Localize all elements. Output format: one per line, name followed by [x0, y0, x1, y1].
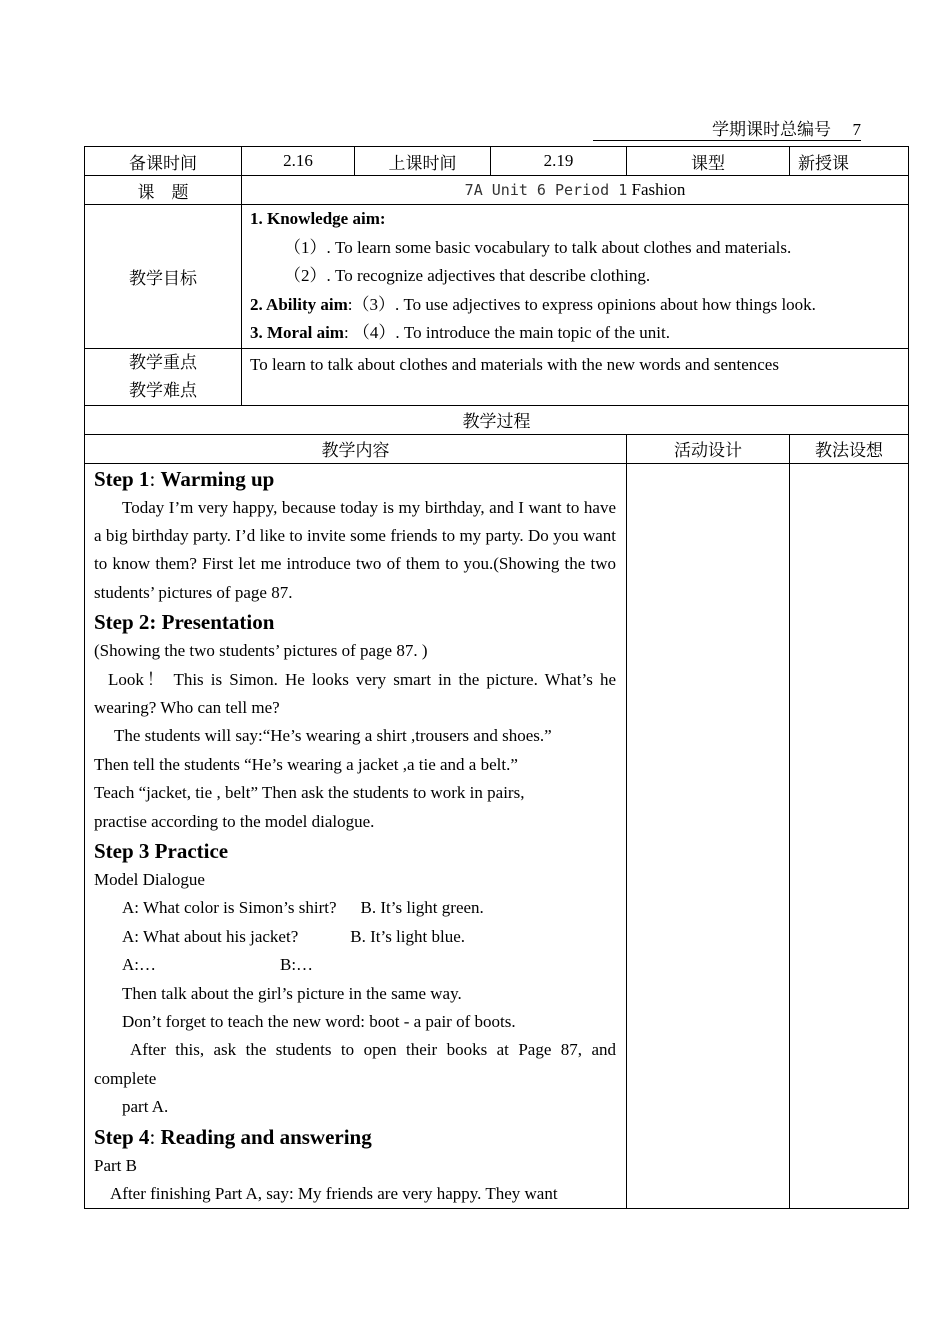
serial-number: 7 — [852, 120, 861, 139]
serial-label: 学期课时总编号 — [712, 120, 831, 139]
lesson-serial-number — [593, 120, 861, 141]
topic-value — [242, 176, 909, 205]
prep-time-value: 2.16 — [242, 147, 355, 176]
step-3-text-2: Don’t forget to teach the new word: boot - a pair of boots. — [122, 1012, 516, 1031]
info-row — [85, 147, 909, 176]
step-1-text: Today I’m very happy, because today is my birthday, and I want to have a big birthday party. I’d like to invite some friends to my party. Do you want to know them? First let me introduce two of them to you.(Showing the two students’ pictures of page 87. — [94, 497, 616, 602]
step-2-text-2: The students will say:“He’s wearing a shirt ,trousers and shoes.” — [114, 726, 552, 746]
topic-code: 7A Unit 6 Period 1 — [464, 181, 628, 199]
step-2-note: (Showing the two students’ pictures of page 87. ) — [94, 641, 428, 661]
step-4-text: After finishing Part A, say: My friends are very happy. They want — [110, 1184, 558, 1204]
step-2-text-5: practise according to the model dialogue. — [94, 811, 375, 831]
process-header-row — [85, 434, 909, 463]
teaching-content — [85, 463, 627, 1209]
step-4-heading: Step 4: Reading and answering — [94, 1124, 372, 1149]
method-column-header: 教法设想 — [790, 434, 909, 463]
ability-aim-text: :（3）. To use adjectives to express opinions about how things look. — [347, 294, 816, 314]
dialogue-line-1: A: What color is Simon’s shirt? B. It’s light green. — [122, 898, 484, 918]
step-3-text-3: After this, ask the students to open their books at Page 87, and complete — [94, 1040, 616, 1088]
step-2-heading: Step 2: Presentation — [94, 610, 275, 635]
process-title: 教学过程 — [85, 405, 909, 434]
lesson-type-value: 新授课 — [790, 147, 909, 176]
knowledge-aim-1: （1）. To learn some basic vocabulary to talk about clothes and materials. — [284, 237, 792, 257]
objectives-label: 教学目标 — [85, 205, 242, 349]
step-1-heading: Step 1: Warming up — [94, 466, 275, 491]
step-2-text-4: Teach “jacket, tie , belt” Then ask the students to work in pairs, — [94, 783, 525, 803]
step-4-part: Part B — [94, 1155, 137, 1175]
process-body-row — [85, 463, 909, 1209]
keypoints-text: To learn to talk about clothes and materials with the new words and sentences — [242, 348, 909, 405]
class-time-label: 上课时间 — [355, 147, 491, 176]
keypoints-row — [85, 348, 909, 405]
step-3-text-1: Then talk about the girl’s picture in the same way. — [122, 983, 462, 1003]
knowledge-aim-title: 1. Knowledge aim: — [250, 209, 386, 228]
step-2-text-1: Look！ This is Simon. He looks very smart in the picture. What’s he wearing? Who can tell me? — [94, 669, 616, 717]
class-time-value: 2.19 — [491, 147, 627, 176]
moral-aim-text: : （4）. To introduce the main topic of the unit. — [343, 323, 670, 342]
prep-time-label: 备课时间 — [85, 147, 242, 176]
activity-column-header: 活动设计 — [627, 434, 790, 463]
teaching-method-cell — [790, 463, 909, 1209]
objectives-content — [242, 205, 909, 349]
process-title-row — [85, 405, 909, 434]
ability-aim-title: 2. Ability aim — [250, 294, 348, 314]
content-column-header: 教学内容 — [85, 434, 627, 463]
knowledge-aim-2: （2）. To recognize adjectives that describe clothing. — [284, 266, 651, 285]
dialogue-line-3: A:… B:… — [122, 955, 314, 975]
step-3-text-4: part A. — [122, 1097, 169, 1117]
topic-row — [85, 176, 909, 205]
step-3-heading: Step 3 Practice — [94, 838, 229, 863]
dialogue-line-2: A: What about his jacket? B. It’s light blue. — [122, 926, 465, 946]
difficult-points-label: 教学难点 — [129, 380, 197, 400]
step-2-text-3: Then tell the students “He’s wearing a jacket ,a tie and a belt.” — [94, 754, 518, 774]
keypoints-label — [85, 348, 242, 405]
topic-label: 课 题 — [85, 176, 242, 205]
activity-design-cell — [627, 463, 790, 1209]
model-dialogue-title: Model Dialogue — [94, 869, 205, 889]
lesson-plan-table — [84, 146, 909, 1209]
objectives-row — [85, 205, 909, 349]
key-points-label: 教学重点 — [129, 352, 197, 372]
topic-name: Fashion — [631, 180, 686, 199]
lesson-type-label: 课型 — [627, 147, 790, 176]
moral-aim-title: 3. Moral aim — [250, 323, 344, 342]
